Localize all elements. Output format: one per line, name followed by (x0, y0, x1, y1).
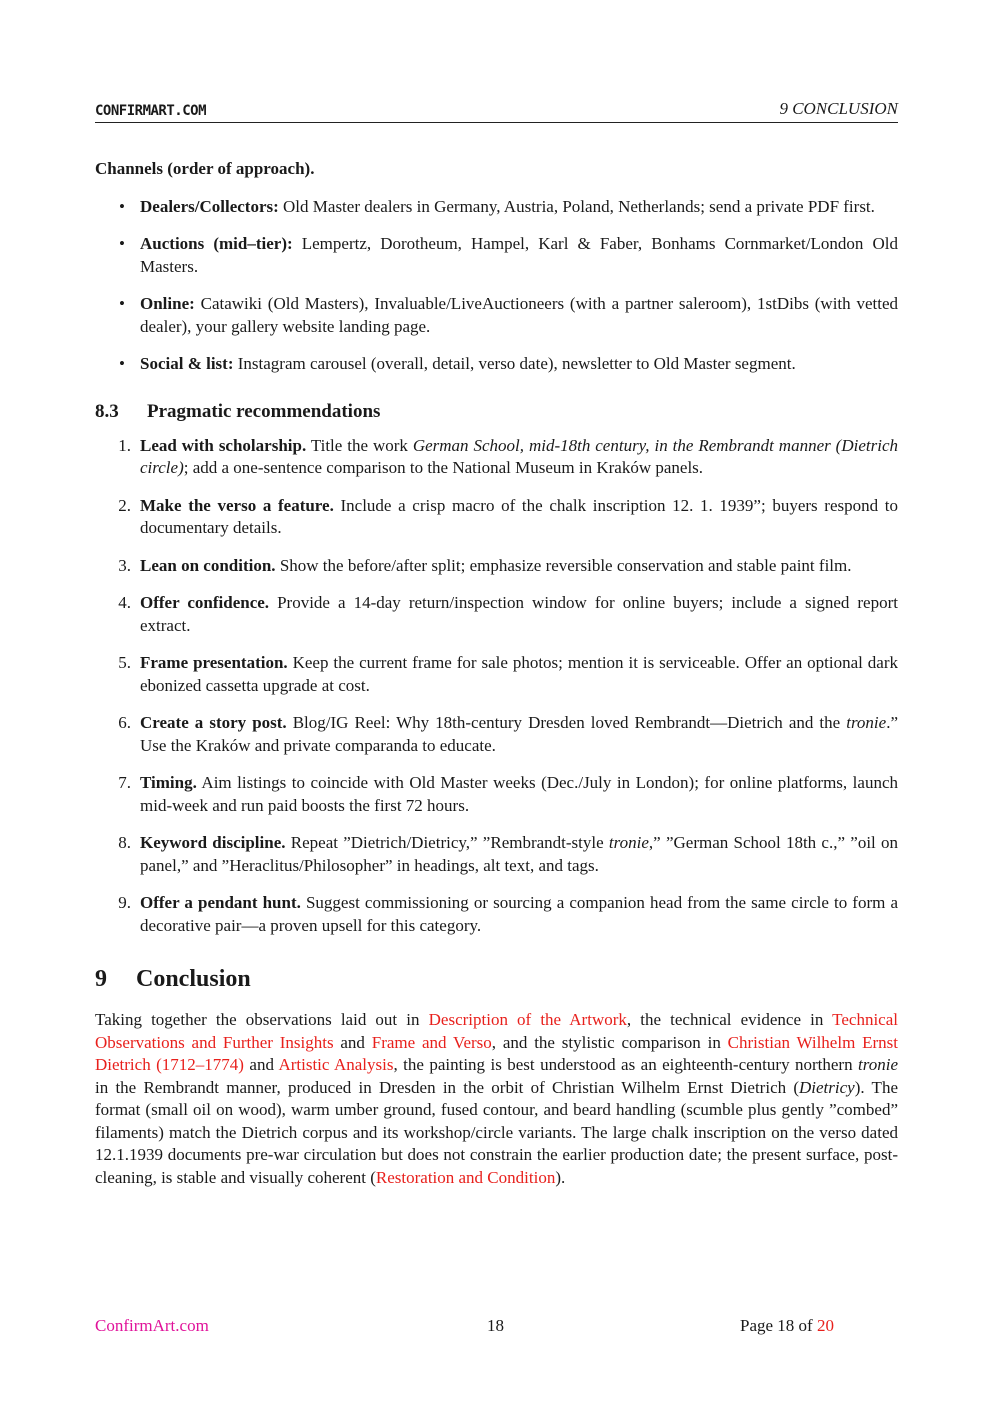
item-italic: tronie (846, 713, 887, 732)
item-label: Offer confidence. (140, 593, 270, 612)
paragraph-text: and (333, 1032, 372, 1052)
item-text: Old Master dealers in Germany, Austria, Poland, Netherlands; send a private PDF first. (278, 196, 875, 216)
item-text: Aim listings to coincide with Old Master weeks (Dec./July in London); for online platforms, launch mid-week and run paid boosts the first 72 hours. (140, 773, 898, 815)
italic-term: Dietricy (799, 1077, 855, 1097)
item-label: Dealers/Collectors: (140, 196, 279, 216)
subsection-heading (95, 400, 898, 424)
cross-reference-link[interactable]: Artistic Analysis (278, 1055, 394, 1074)
section-indicator: 9 CONCLUSION (779, 99, 898, 118)
cross-reference-link[interactable]: Restoration and Condition (375, 1167, 556, 1187)
list-item (95, 772, 898, 817)
bullet-icon: • (119, 196, 125, 216)
item-italic: tronie (608, 833, 649, 852)
list-item (95, 555, 898, 578)
paragraph-text: in the Rembrandt manner, produced in Dresden in the orbit of Christian Wilhelm Ernst Dietrich ( (95, 1077, 800, 1097)
page-footer (95, 1316, 898, 1338)
paragraph-text: ). (555, 1167, 566, 1187)
cross-reference-link[interactable]: Frame and Verso (371, 1032, 492, 1052)
item-number: 8. (118, 833, 131, 852)
list-item (95, 592, 898, 637)
site-logo: CONFIRMART.COM (95, 103, 207, 119)
section-number: 9 (95, 966, 107, 992)
footer-site-link[interactable]: ConfirmArt.com (95, 1316, 209, 1335)
item-text: Suggest commissioning or sourcing a companion head from the same circle to form a decorative pair—a proven upsell for this category. (140, 893, 898, 935)
paragraph-text: , the painting is best understood as an eighteenth-century northern (393, 1055, 859, 1074)
list-item (95, 353, 898, 376)
section-title: Conclusion (136, 966, 251, 992)
last-page-link[interactable]: 20 (816, 1316, 834, 1335)
conclusion-paragraph (95, 1009, 898, 1189)
item-label: Auctions (mid–tier): (140, 234, 293, 253)
item-text: Show the before/after split; emphasize reversible conservation and stable paint film. (275, 555, 852, 575)
item-text: Include a crisp macro of the chalk inscription 12. 1. 1939”; buyers respond to documentary details. (140, 495, 898, 537)
channels-title: Channels (order of approach). (95, 159, 315, 178)
cross-reference-link[interactable]: Technical Observations and Further Insights (95, 1010, 898, 1052)
item-label: Lead with scholarship. (140, 435, 307, 455)
item-text: .” Use the Kraków and private comparanda to educate. (140, 713, 898, 755)
paragraph-text: ). The format (small oil on wood), warm umber ground, fused contour, and beard handling (scumble plus gently ”combed” filaments) match the Dietrich corpus and its workshop/circle variants. The large chalk inscription on the verso dated 12.1.1939 documents pre-war circulation but does not constrain the earlier production date; the present surface, post-cleaning, is stable and visually coherent ( (95, 1077, 898, 1187)
item-text: ; add a one-sentence comparison to the National Museum in Kraków panels. (183, 458, 704, 477)
cross-reference-link[interactable]: Description of the Artwork (428, 1010, 627, 1029)
item-label: Lean on condition. (140, 555, 276, 575)
item-label: Social & list: (140, 354, 234, 373)
item-number: 2. (118, 495, 131, 515)
item-number: 6. (118, 713, 131, 732)
item-label: Offer a pendant hunt. (140, 893, 301, 912)
paragraph-text: , the technical evidence in (626, 1010, 833, 1029)
list-item (95, 293, 898, 338)
item-label: Online: (140, 294, 195, 313)
page-body (95, 158, 898, 1189)
item-text: Repeat ”Dietrich/Dietricy,” ”Rembrandt-style (285, 833, 609, 852)
item-number: 4. (118, 593, 131, 612)
item-text: Provide a 14-day return/inspection window for online buyers; include a signed report extract. (140, 593, 898, 635)
list-item (95, 495, 898, 540)
channels-list (95, 196, 898, 376)
item-label: Keyword discipline. (140, 833, 286, 852)
recommendations-list (95, 435, 898, 938)
bullet-icon: • (119, 294, 125, 313)
item-number: 3. (118, 555, 131, 575)
paragraph-text: , and the stylistic comparison in (491, 1032, 728, 1052)
list-item (95, 233, 898, 278)
subsection-title: Pragmatic recommendations (147, 400, 381, 422)
item-label: Timing. (140, 773, 197, 792)
item-text: Lempertz, Dorotheum, Hampel, Karl & Faber, Bonhams Cornmarket/London Old Masters. (140, 234, 898, 276)
section-heading (95, 965, 898, 993)
item-text: ,” ”German School 18th c.,” ”oil on panel,” and ”Heraclitus/Philosopher” in headings, alt text, and tags. (140, 833, 899, 875)
item-text: Instagram carousel (overall, detail, verso date), newsletter to Old Master segment. (233, 354, 796, 373)
item-label: Frame presentation. (140, 653, 288, 672)
item-text: Title the work (306, 435, 413, 455)
footer-page-count (740, 1316, 834, 1336)
bullet-icon: • (119, 354, 125, 373)
page-count-label: Page 18 of (740, 1316, 817, 1335)
subsection-number: 8.3 (95, 400, 119, 422)
item-number: 1. (118, 435, 131, 455)
item-number: 5. (118, 653, 131, 672)
item-label: Make the verso a feature. (140, 495, 334, 515)
list-item (95, 892, 898, 937)
bullet-icon: • (119, 234, 125, 253)
paragraph-text: Taking together the observations laid out in (95, 1010, 429, 1029)
item-text: Keep the current frame for sale photos; mention it is serviceable. Offer an optional dark ebonized cassetta upgrade at cost. (140, 653, 898, 695)
paragraph-text: and (243, 1055, 279, 1074)
list-item (95, 196, 898, 219)
item-text: Blog/IG Reel: Why 18th-century Dresden loved Rembrandt—Dietrich and the (286, 713, 847, 732)
item-italic: German School, mid-18th century, in the Rembrandt manner (Dietrich circle) (140, 435, 898, 477)
item-number: 9. (118, 893, 131, 912)
list-item (95, 435, 898, 480)
item-label: Create a story post. (140, 713, 287, 732)
item-number: 7. (118, 773, 131, 792)
cross-reference-link[interactable]: Christian Wilhelm Ernst Dietrich (1712–1774) (95, 1032, 898, 1074)
italic-term: tronie (858, 1055, 899, 1074)
footer-page-number: 18 (487, 1316, 504, 1335)
list-item (95, 652, 898, 697)
running-header (95, 98, 898, 123)
list-item (95, 712, 898, 757)
list-item (95, 832, 898, 877)
item-text: Catawiki (Old Masters), Invaluable/LiveAuctioneers (with a partner saleroom), 1stDibs (with vetted dealer), your gallery website landing page. (140, 294, 898, 336)
